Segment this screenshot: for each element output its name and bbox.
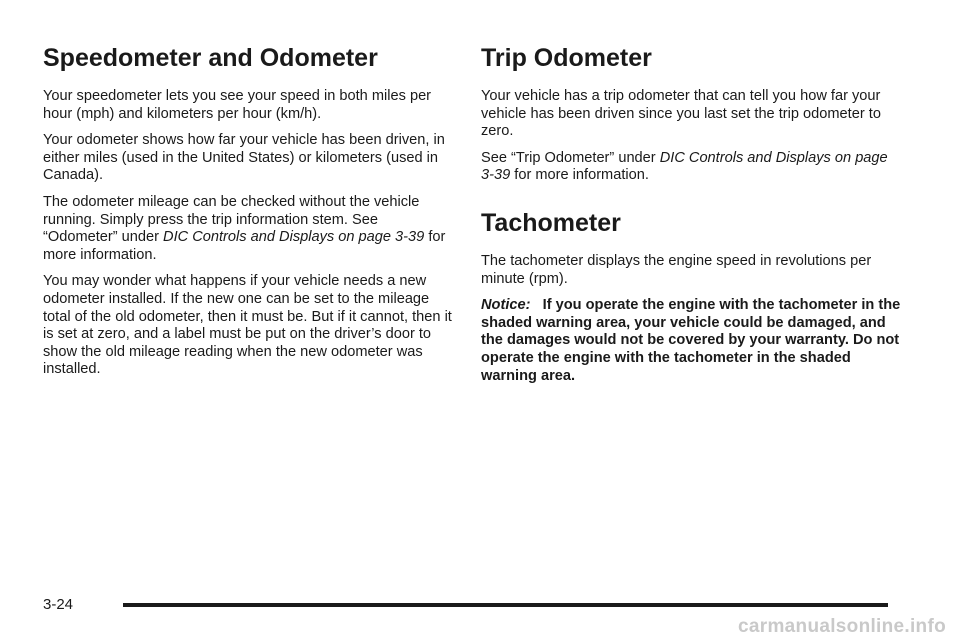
notice-text: If you operate the engine with the tachometer in the shaded warning area, your vehicle could be damaged, and the damages would not be covered by your warranty. Do not operate the engine with the tachometer in the shaded warning area. <box>481 297 901 384</box>
more-info-text-2: for more information. <box>510 167 649 184</box>
odometer-mileage-text: The odometer mileage can be checked without the vehicle running. Simply press the trip information stem. See “Odometer” under <box>43 193 420 246</box>
speedometer-paragraph: Your speedometer lets you see your speed in both miles per hour (mph) and kilometers per hour (km/h). <box>43 88 432 122</box>
trip-odometer-paragraph: Your vehicle has a trip odometer that can tell you how far your vehicle has been driven since you last set the trip odometer to zero. <box>481 88 881 140</box>
notice-paragraph <box>481 297 901 385</box>
right-column <box>481 42 901 394</box>
page-number: 3-24 <box>43 596 74 613</box>
dic-controls-reference-2: DIC Controls and Displays on page 3-39 <box>481 149 888 184</box>
trip-odometer-heading: Trip Odometer <box>481 44 652 72</box>
dic-controls-reference: DIC Controls and Displays on page 3-39 <box>163 229 425 246</box>
more-info-text: for more information. <box>43 229 446 263</box>
watermark: carmanualsonline.info <box>738 616 946 637</box>
tachometer-heading: Tachometer <box>481 208 621 237</box>
page-footer <box>43 594 888 618</box>
speedometer-odometer-heading: Speedometer and Odometer <box>43 44 378 72</box>
left-column <box>43 42 453 388</box>
trip-odometer-reference-paragraph <box>481 150 901 185</box>
new-odometer-paragraph: You may wonder what happens if your vehicle needs a new odometer installed. If the new one can be set to the mileage total of the old odometer, then it must be. But if it cannot, then it is set at zero, and a label must be put on the driver’s door to show the old mileage reading when the new odometer was installed. <box>43 273 452 378</box>
trip-see-text: See “Trip Odometer” under <box>481 149 660 166</box>
footer-rule <box>123 603 888 607</box>
odometer-mileage-paragraph <box>43 194 453 264</box>
odometer-paragraph: Your odometer shows how far your vehicle has been driven, in either miles (used in the United States) or kilometers (used in Canada). <box>43 132 445 184</box>
tachometer-paragraph: The tachometer displays the engine speed in revolutions per minute (rpm). <box>481 252 872 287</box>
notice-label: Notice: <box>481 297 531 314</box>
